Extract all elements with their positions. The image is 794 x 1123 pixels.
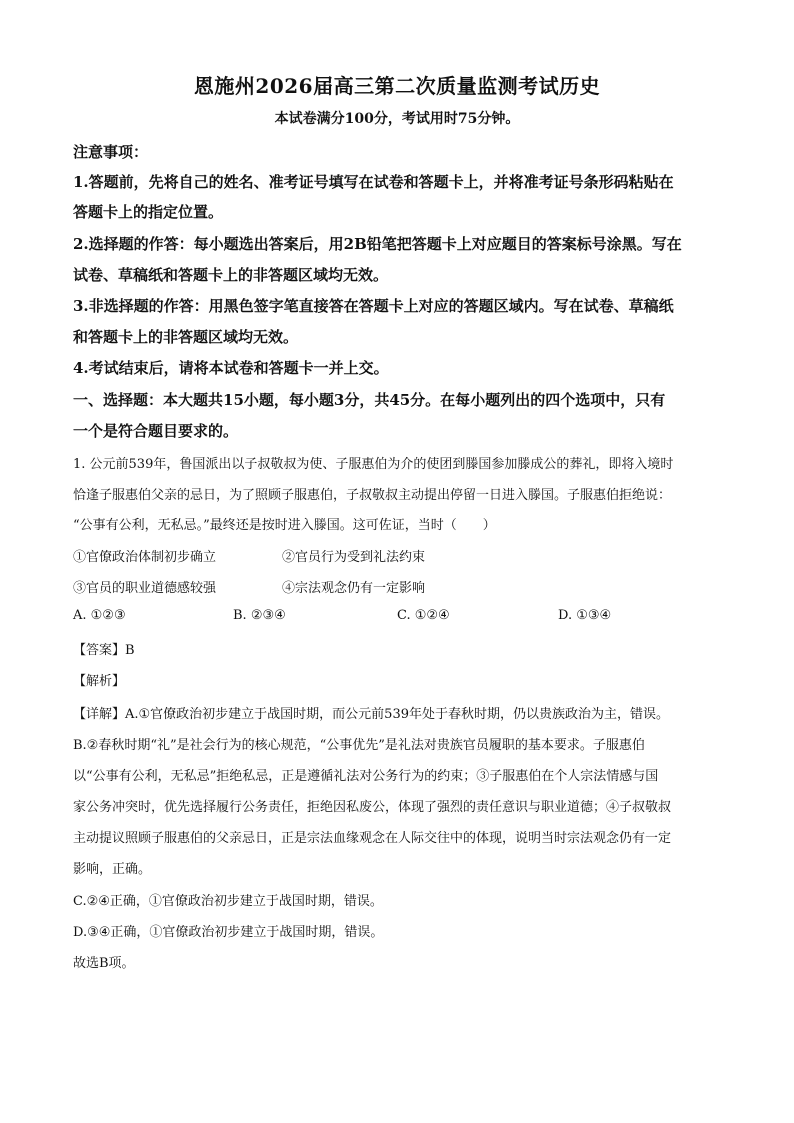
- option-c: C. ①②④: [397, 608, 450, 623]
- notice-item-3-line-1: 3.非选择题的作答：用黑色签字笔直接答在答题卡上对应的答题区域内。写在试卷、草稿纸: [73, 297, 674, 315]
- notice-item-2-line-1: 2.选择题的作答：每小题选出答案后，用2B铅笔把答题卡上对应题目的答案标号涂黑。写在: [73, 235, 682, 253]
- notice-item-1-line-1: 1.答题前，先将自己的姓名、准考证号填写在试卷和答题卡上，并将准考证号条形码粘贴在: [73, 173, 674, 191]
- analysis-heading: 【解析】: [73, 674, 126, 689]
- detail-line-8: D.③④正确，①官僚政治初步建立于战国时期，错误。: [73, 925, 384, 940]
- detail-line-6: 影响，正确。: [73, 862, 152, 877]
- question-stem-line-2: 恰逢子服惠伯父亲的忌日，为了照顾子服惠伯，子叔敬叔主动提出停留一日进入滕国。子服惠伯拒绝说：: [73, 488, 672, 503]
- notice-item-1-line-2: 答题卡上的指定位置。: [73, 203, 224, 221]
- question-stem-line-3: “公事有公利，无私忌。”最终还是按时进入滕国。这可佐证，当时（ ）: [73, 518, 496, 533]
- detail-line-5: 主动提议照顾子服惠伯的父亲忌日，正是宗法血缘观念在人际交往中的体现，说明当时宗法观念仍有一定: [73, 831, 672, 846]
- detail-line-4: 家公务冲突时，优先选择履行公务责任，拒绝因私废公，体现了强烈的责任意识与职业道德；④子叔敬叔: [73, 800, 672, 815]
- conclusion-line: 故选B项。: [73, 956, 135, 971]
- notice-item-4: 4.考试结束后，请将本试卷和答题卡一并上交。: [73, 359, 389, 377]
- statement-1: ①官僚政治体制初步确立: [73, 550, 217, 565]
- notice-item-3-line-2: 和答题卡上的非答题区域均无效。: [73, 328, 299, 346]
- detail-line-7: C.②④正确，①官僚政治初步建立于战国时期，错误。: [73, 894, 383, 909]
- statement-3: ③官员的职业道德感较强: [73, 581, 217, 596]
- section-heading-line-2: 一个是符合题目要求的。: [73, 422, 239, 440]
- statement-4: ④宗法观念仍有一定影响: [282, 581, 426, 596]
- detail-line-2: B.②春秋时期“礼”是社会行为的核心规范，“公事优先”是礼法对贵族官员履职的基本要求。子服惠伯: [73, 738, 645, 753]
- option-d: D. ①③④: [558, 608, 612, 623]
- notice-heading: 注意事项：: [73, 143, 149, 161]
- section-heading-line-1: 一、选择题：本大题共15小题，每小题3分，共45分。在每小题列出的四个选项中，只有: [73, 391, 666, 409]
- option-a: A. ①②③: [73, 608, 126, 623]
- option-b: B. ②③④: [233, 608, 286, 623]
- question-stem-line-1: 1. 公元前539年，鲁国派出以子叔敬叔为使、子服惠伯为介的使团到滕国参加滕成公的葬礼，即将入境时: [73, 457, 674, 472]
- exam-title: 恩施州2026届高三第二次质量监测考试历史: [193, 74, 601, 98]
- statement-2: ②官员行为受到礼法约束: [282, 550, 426, 565]
- exam-subtitle: 本试卷满分100分，考试用时75分钟。: [274, 111, 520, 127]
- notice-item-2-line-2: 试卷、草稿纸和答题卡上的非答题区域均无效。: [73, 266, 389, 284]
- detail-line-3: 以“公事有公利，无私忌”拒绝私忌，正是遵循礼法对公务行为的约束；③子服惠伯在个人宗法情感与国: [73, 769, 659, 784]
- detail-line-1: 【详解】A.①官僚政治初步建立于战国时期，而公元前539年处于春秋时期，仍以贵族政治为主，错误。: [73, 707, 669, 722]
- answer-line: 【答案】B: [73, 643, 135, 658]
